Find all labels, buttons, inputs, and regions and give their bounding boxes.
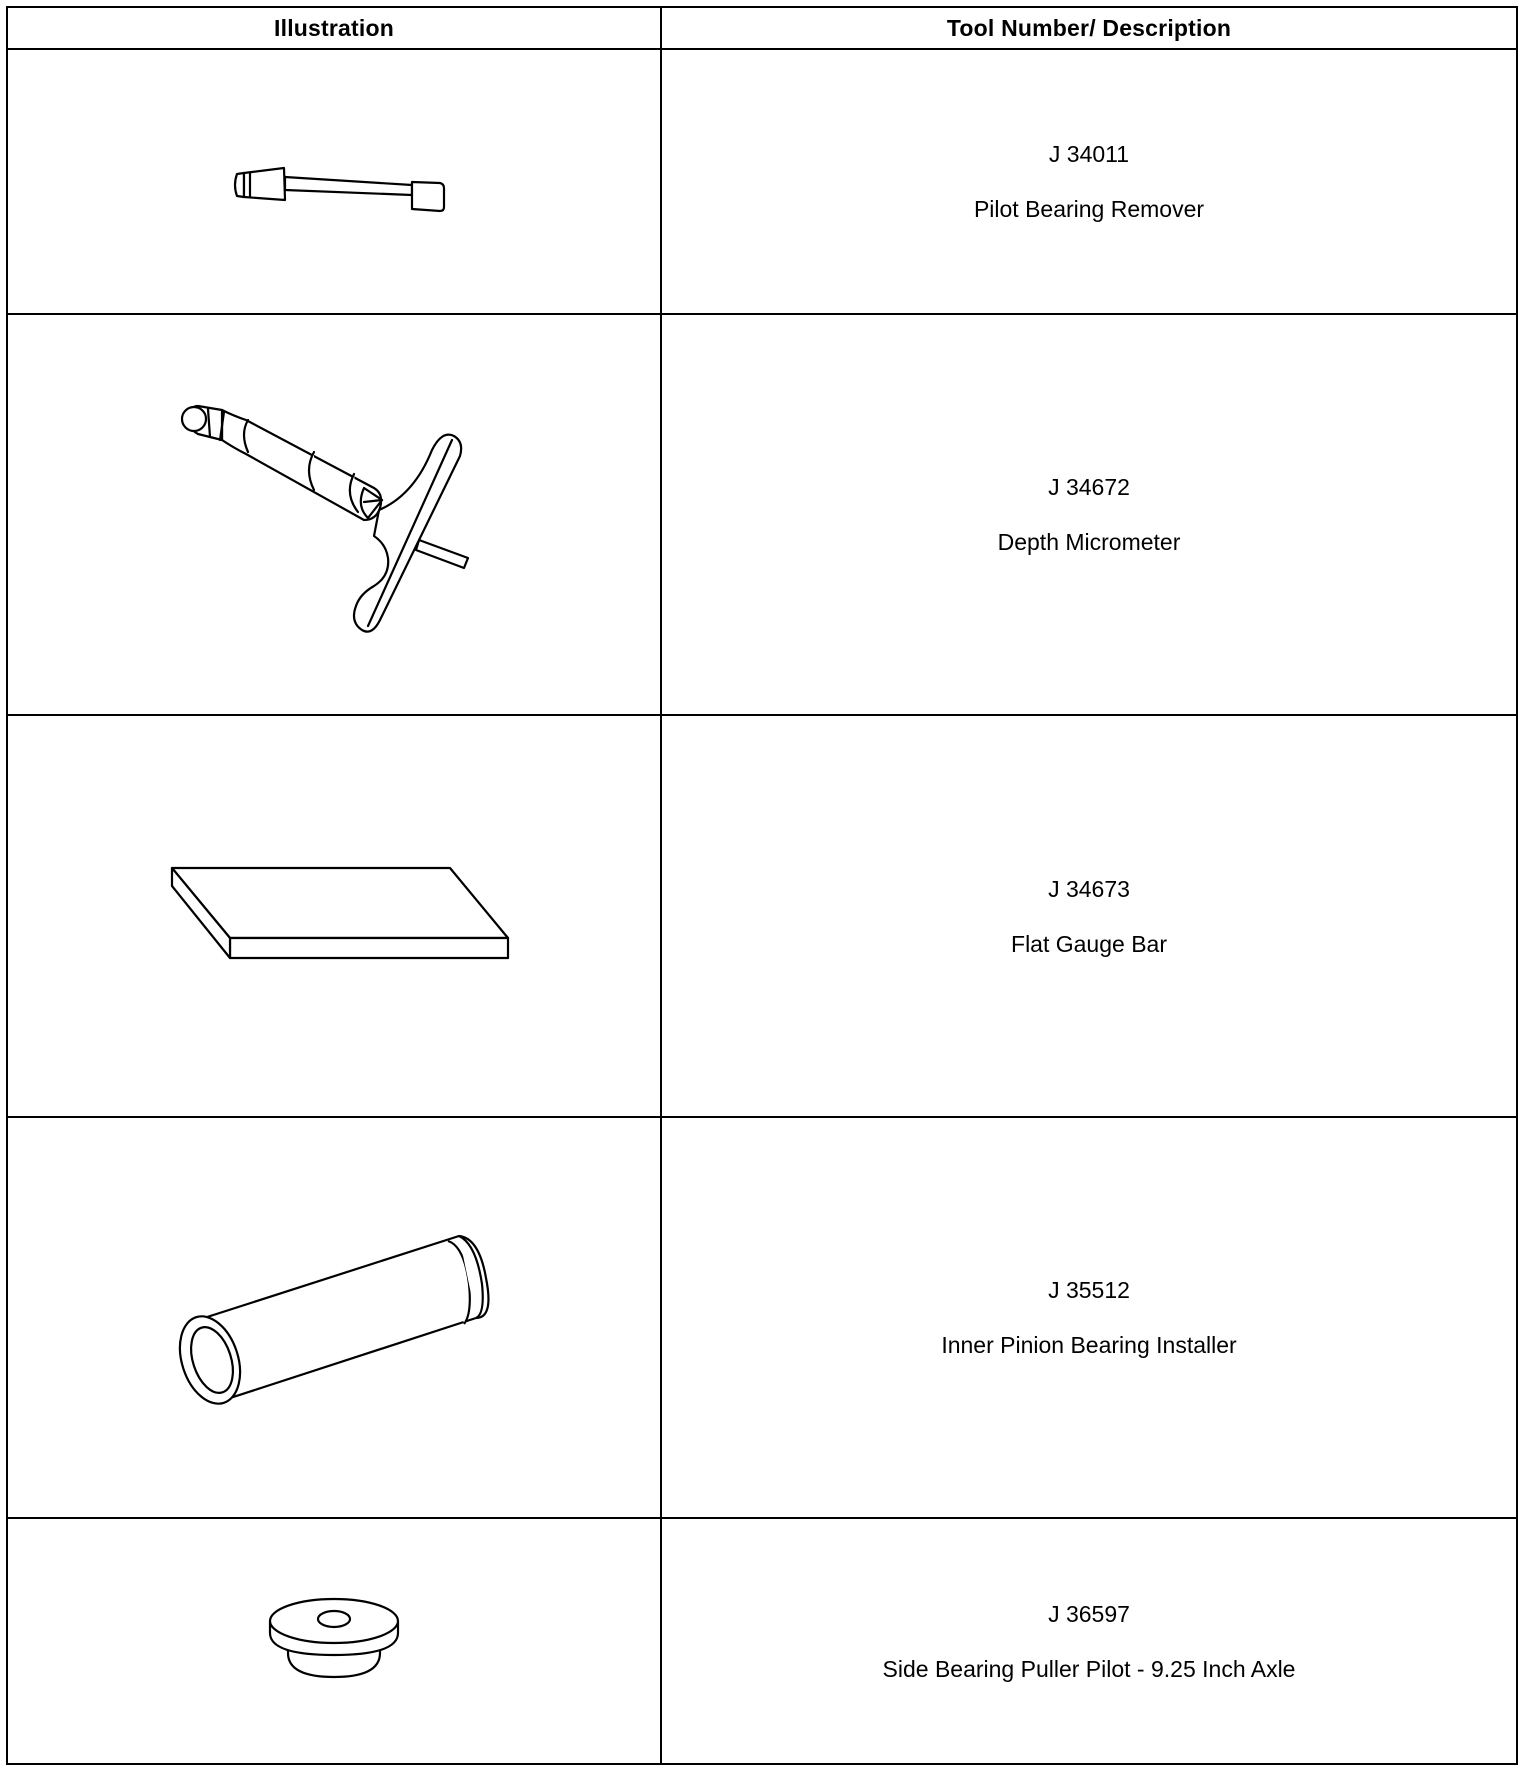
table-row — [7, 1117, 1517, 1518]
pilot-bearing-remover-icon — [204, 142, 464, 222]
tool-description-cell — [661, 49, 1517, 314]
special-tools-table — [6, 6, 1518, 1765]
bearing-installer-icon — [164, 1218, 504, 1418]
tool-description-cell — [661, 1518, 1517, 1764]
tool-description-cell — [661, 1117, 1517, 1518]
tool-description: Pilot Bearing Remover — [973, 196, 1205, 222]
tool-number: J 34672 — [1048, 474, 1130, 500]
tool-description-cell — [661, 715, 1517, 1117]
table-row — [7, 314, 1517, 715]
tool-number: J 36597 — [1048, 1600, 1130, 1627]
depth-micrometer-icon — [164, 390, 504, 640]
illustration-cell — [7, 314, 661, 715]
tool-description: Flat Gauge Bar — [1011, 930, 1167, 957]
flat-gauge-bar-icon — [154, 856, 514, 976]
tool-number: J 34673 — [1048, 875, 1130, 902]
illustration-cell — [7, 1518, 661, 1764]
table-row — [7, 1518, 1517, 1764]
header-tool-description: Tool Number/ Description — [661, 7, 1517, 49]
illustration-cell — [7, 715, 661, 1117]
tool-number: J 34011 — [1048, 141, 1130, 167]
table-row — [7, 715, 1517, 1117]
tool-number: J 35512 — [1048, 1277, 1130, 1303]
tool-description: Side Bearing Puller Pilot - 9.25 Inch Axle — [882, 1655, 1296, 1682]
puller-pilot-icon — [264, 1591, 404, 1691]
table-row — [7, 49, 1517, 314]
header-row — [7, 7, 1517, 49]
tool-description-cell — [661, 314, 1517, 715]
tool-description: Inner Pinion Bearing Installer — [941, 1332, 1237, 1358]
illustration-cell — [7, 1117, 661, 1518]
tool-description: Depth Micrometer — [997, 529, 1181, 555]
header-illustration: Illustration — [7, 7, 661, 49]
illustration-cell — [7, 49, 661, 314]
